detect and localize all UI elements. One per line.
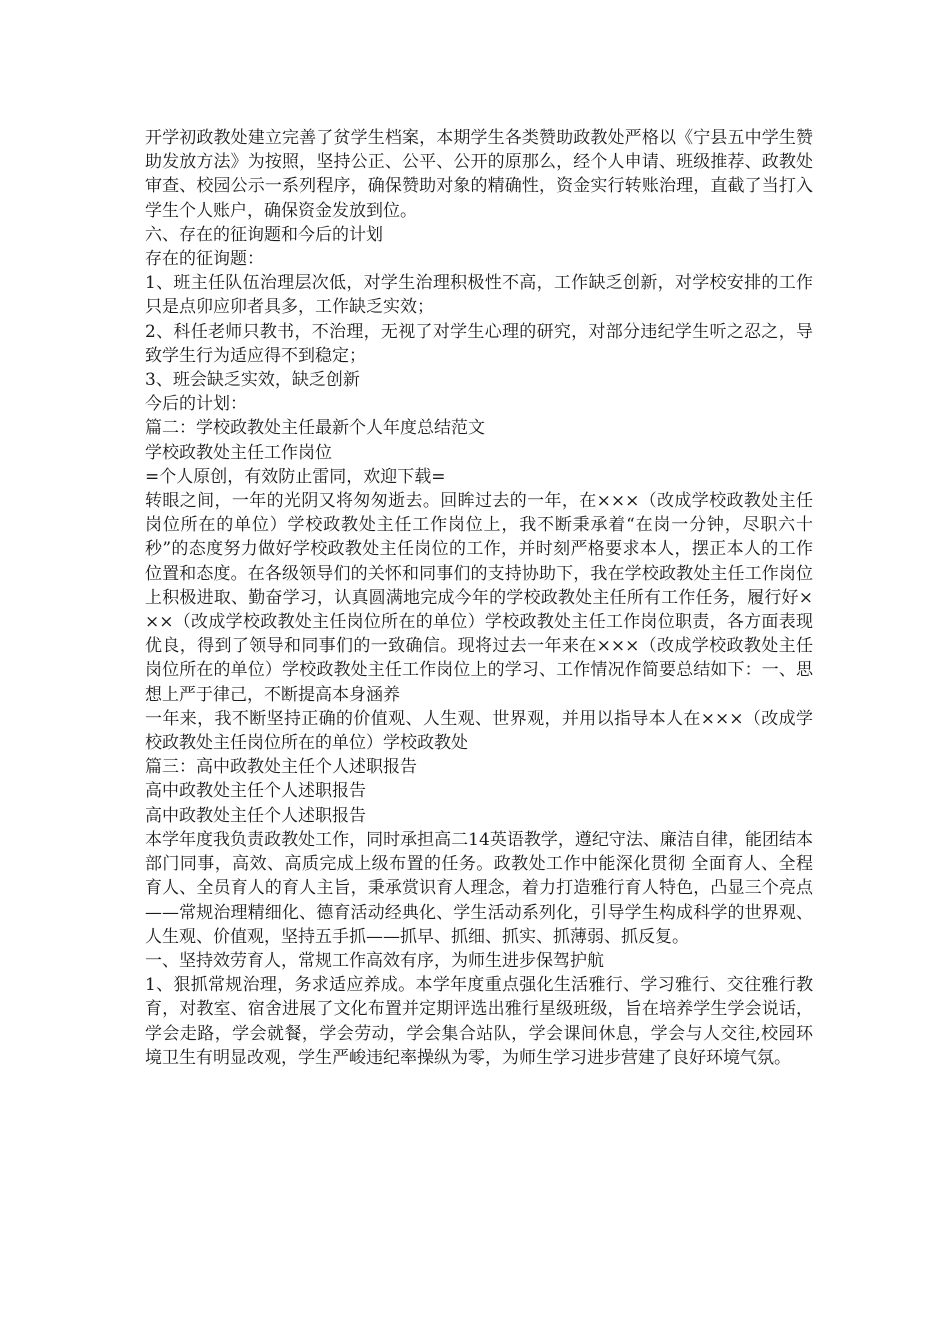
report-title-1: 高中政教处主任个人述职报告 — [145, 781, 366, 802]
paragraph-routine-management: 1、狠抓常规治理，务求适应养成。本学年度重点强化生活雅行、学习雅行、交往雅行教育，对教室、宿舍进展了文化布置并定期评选出雅行星级班级，旨在培养学生学会说话，学会走路，学会就餐，学会劳动，学会集合站队，学会课间休息，学会与人交往,校园环境卫生有明显改观，学生严峻违纪率操纵为零，为师生学习进步营建了良好环境气氛。 — [145, 975, 813, 1068]
problem-item-1: 1、班主任队伍治理层次低，对学生治理积极性不高，工作缺乏创新，对学校安排的工作只是点卯应卯者具多，工作缺乏实效； — [145, 273, 813, 318]
paragraph-aid-archive: 开学初政教处建立完善了贫学生档案，本期学生各类赞助政教处严格以《宁县五中学生赞助发放方法》为按照，坚持公正、公平、公开的原那么，经个人申请、班级推荐、政教处审查、校园公示一系列程序，确保赞助对象的精确性，资金实行转账治理，直截了当打入学生个人账户，确保资金发放到位。 — [145, 128, 813, 221]
report-title-2: 高中政教处主任个人述职报告 — [145, 805, 366, 826]
heading-service-education: 一、坚持效劳育人，常规工作高效有序，为师生进步保驾护航 — [145, 950, 604, 971]
problem-item-3: 3、班会缺乏实效，缺乏创新 — [145, 370, 360, 391]
document-body — [145, 126, 813, 1070]
subtitle-post: 学校政教处主任工作岗位 — [145, 442, 332, 463]
paragraph-year-summary: 转眼之间，一年的光阴又将匆匆逝去。回眸过去的一年，在×××（改成学校政教处主任岗位所在的单位）学校政教处主任工作岗位上，我不断秉承着“在岗一分钟，尽职六十秒”的态度努力做好学校政教处主任岗位的工作，并时刻严格要求本人，摆正本人的工作位置和态度。在各级领导们的关怀和同事们的支持协助下，我在学校政教处主任工作岗位上积极进取、勤奋学习，认真圆满地完成今年的学校政教处主任所有工作任务，履行好×××（改成学校政教处主任岗位所在的单位）学校政教处主任工作岗位职责，各方面表现优良，得到了领导和同事们的一致确信。现将过去一年来在×××（改成学校政教处主任岗位所在的单位）学校政教处主任工作岗位上的学习、工作情况作简要总结如下：一、思想上严于律己，不断提高本身涵养 — [145, 491, 813, 705]
problem-item-2: 2、科任老师只教书，不治理，无视了对学生心理的研究，对部分违纪学生听之忍之，导致学生行为适应得不到稳定； — [145, 321, 813, 366]
original-notice: =个人原创，有效防止雷同，欢迎下载= — [145, 466, 446, 487]
section-title-part-two: 篇二：学校政教处主任最新个人年度总结范文 — [145, 418, 485, 439]
section-title-part-three: 篇三：高中政教处主任个人述职报告 — [145, 757, 417, 778]
label-future-plan: 今后的计划： — [145, 394, 247, 415]
label-existing-problems: 存在的征询题： — [145, 249, 264, 270]
paragraph-values: 一年来，我不断坚持正确的价值观、人生观、世界观，并用以指导本人在×××（改成学校政教处主任岗位所在的单位）学校政教处 — [145, 708, 813, 754]
paragraph-duties: 本学年度我负责政教处工作，同时承担高二14英语教学，遵纪守法、廉洁自律，能团结本部门同事，高效、高质完成上级布置的任务。政教处工作中能深化贯彻 全面育人、全程育人、全员育人的育人主旨，秉承赏识育人理念，着力打造雅行育人特色，凸显三个亮点——常规治理精细化、德育活动经典化、学生活动系列化，引导学生构成科学的世界观、人生观、价值观，坚持五手抓——抓早、抓细、抓实、抓薄弱、抓反复。 — [145, 829, 813, 947]
heading-problems-and-plan: 六、存在的征询题和今后的计划 — [145, 224, 383, 245]
